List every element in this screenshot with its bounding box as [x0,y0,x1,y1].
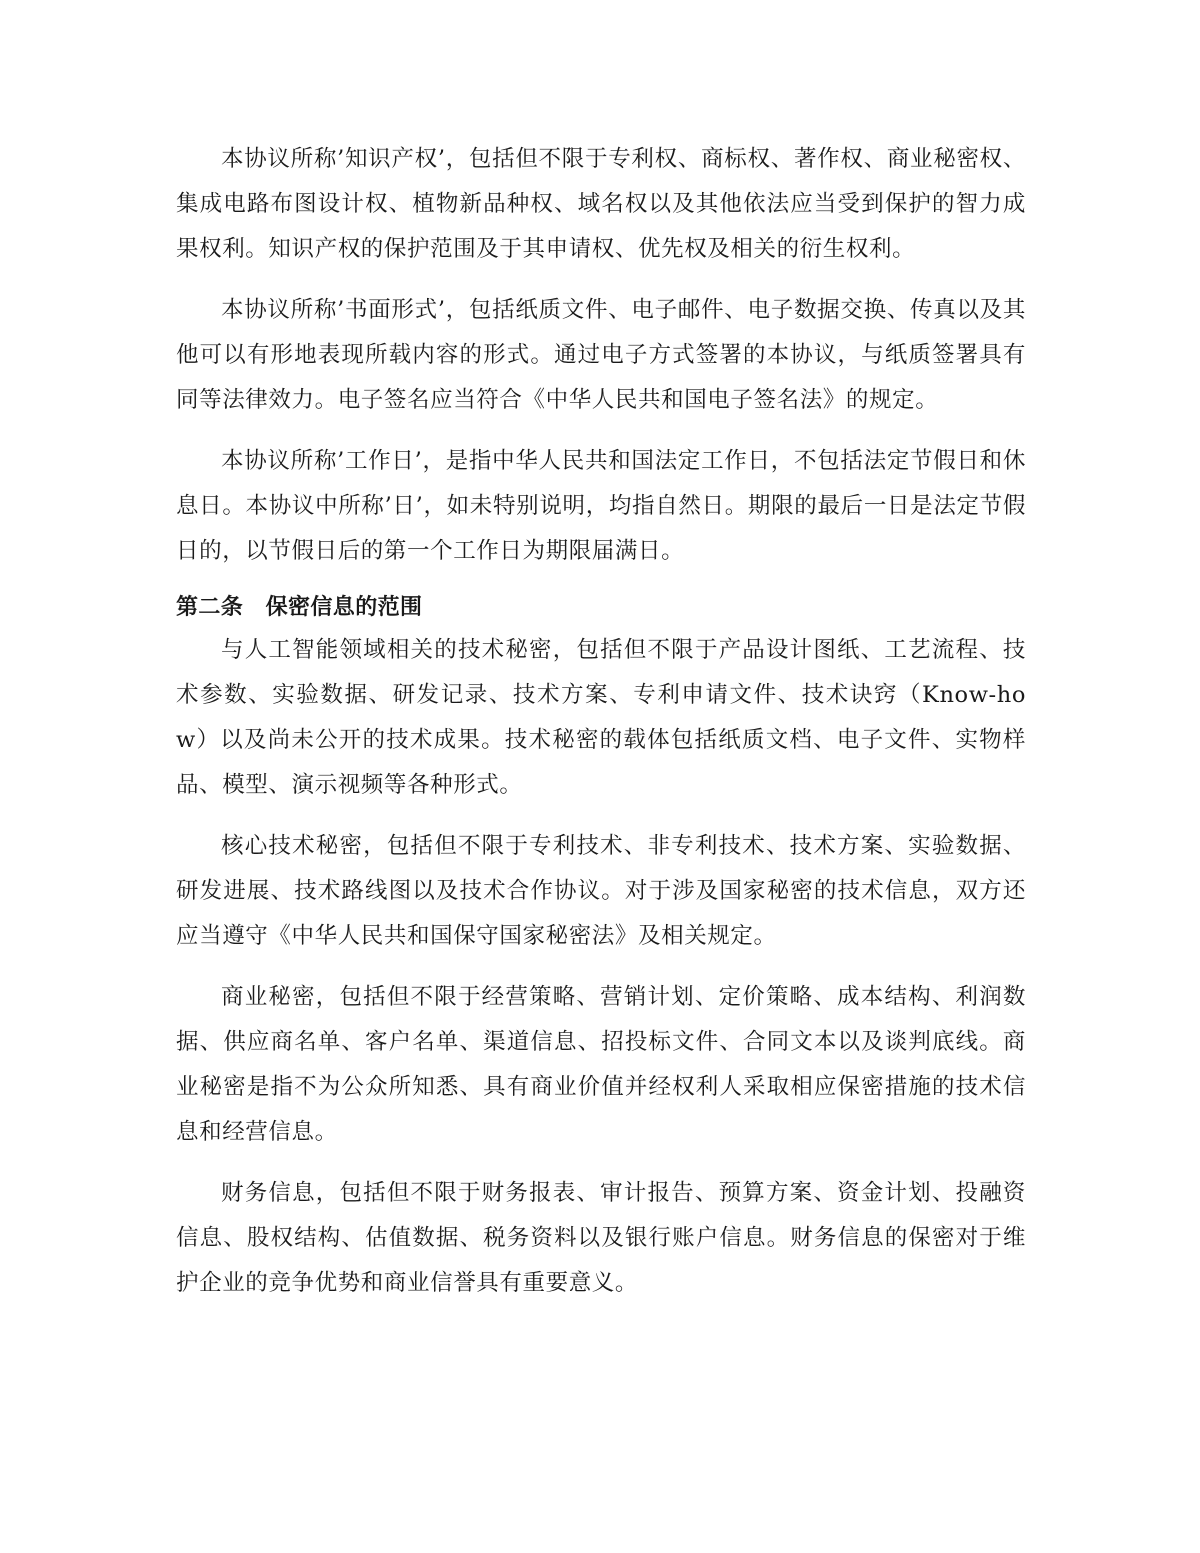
paragraph-written-form-definition: 本协议所称’书面形式’，包括纸质文件、电子邮件、电子数据交换、传真以及其他可以有形地表现所载内容的形式。通过电子方式签署的本协议，与纸质签署具有同等法律效力。电子签名应当符合《中华人民共和国电子签名法》的规定。 [176,297,1026,413]
paragraph-financial-information: 财务信息，包括但不限于财务报表、审计报告、预算方案、资金计划、投融资信息、股权结构、估值数据、税务资料以及银行账户信息。财务信息的保密对于维护企业的竞争优势和商业信誉具有重要意义。 [176,1180,1026,1296]
section-title: 第二条 保密信息的范围 [176,595,423,620]
document-body [176,137,1026,1322]
paragraph-core-technical-secrets: 核心技术秘密，包括但不限于专利技术、非专利技术、技术方案、实验数据、研发进展、技术路线图以及技术合作协议。对于涉及国家秘密的技术信息，双方还应当遵守《中华人民共和国保守国家秘密法》及相关规定。 [176,833,1026,949]
paragraph-intellectual-property-definition: 本协议所称’知识产权’，包括但不限于专利权、商标权、著作权、商业秘密权、集成电路布图设计权、植物新品种权、域名权以及其他依法应当受到保护的智力成果权利。知识产权的保护范围及于其申请权、优先权及相关的衍生权利。 [176,146,1026,262]
paragraph-technical-secrets: 与人工智能领域相关的技术秘密，包括但不限于产品设计图纸、工艺流程、技术参数、实验数据、研发记录、技术方案、专利申请文件、技术诀窍（Know-how）以及尚未公开的技术成果。技术秘密的载体包括纸质文档、电子文件、实物样品、模型、演示视频等各种形式。 [176,637,1026,798]
paragraph-working-day-definition: 本协议所称’工作日’，是指中华人民共和国法定工作日，不包括法定节假日和休息日。本协议中所称’日’，如未特别说明，均指自然日。期限的最后一日是法定节假日的，以节假日后的第一个工作日为期限届满日。 [176,448,1026,564]
paragraph-business-secrets: 商业秘密，包括但不限于经营策略、营销计划、定价策略、成本结构、利润数据、供应商名单、客户名单、渠道信息、招投标文件、合同文本以及谈判底线。商业秘密是指不为公众所知悉、具有商业价值并经权利人采取相应保密措施的技术信息和经营信息。 [176,984,1026,1145]
